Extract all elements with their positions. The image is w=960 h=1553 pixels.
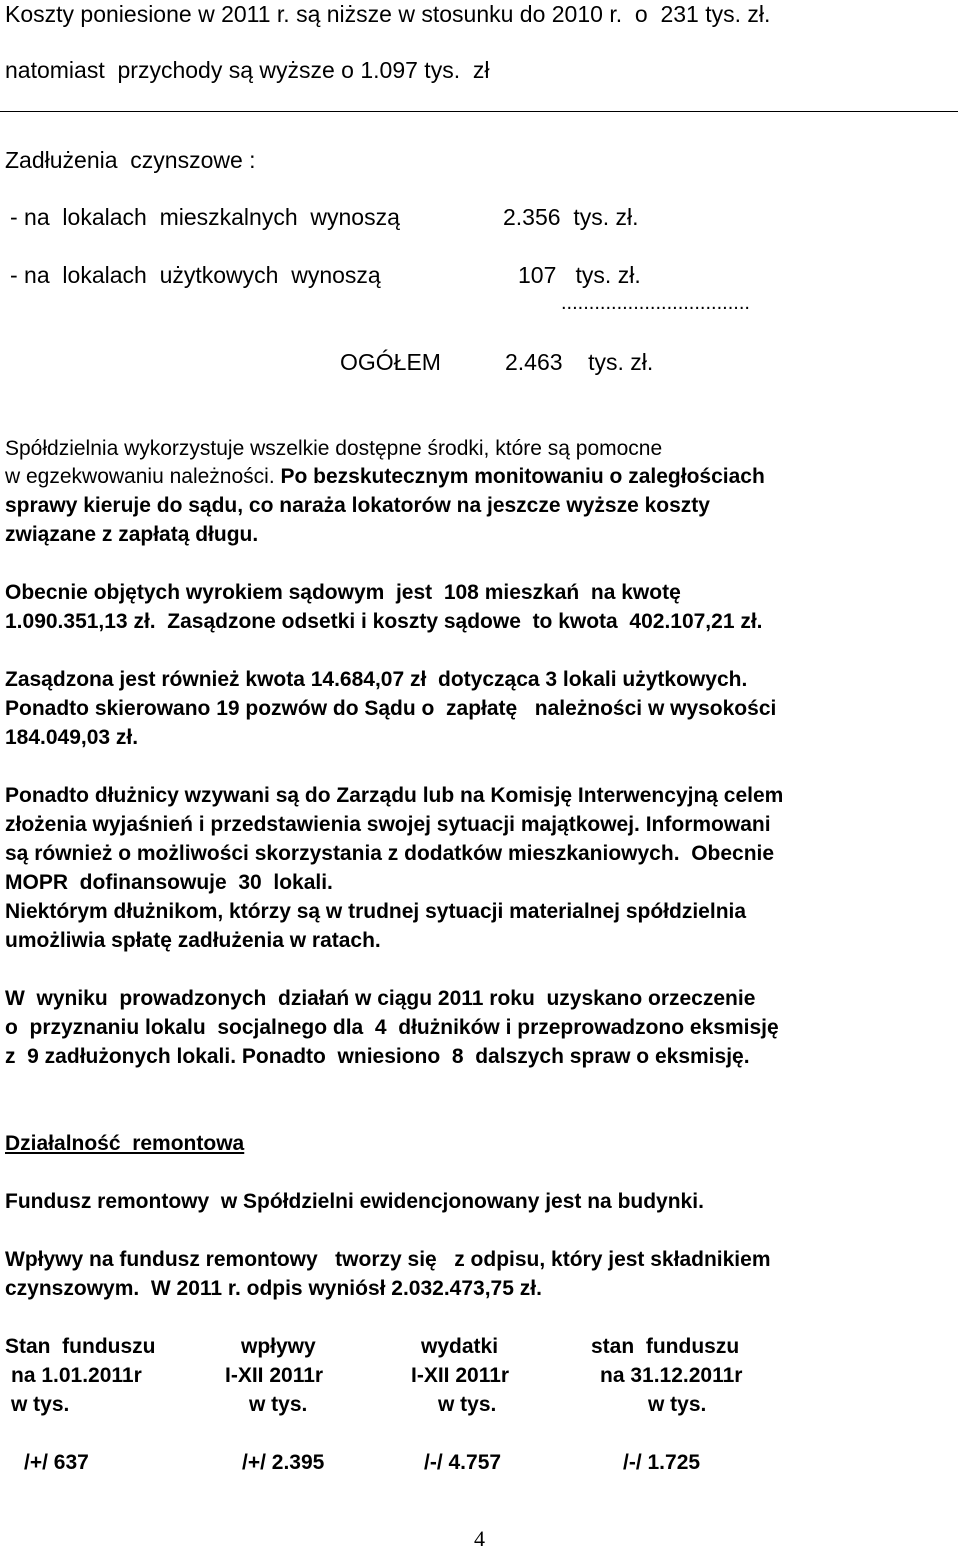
para1-line-3: sprawy kieruje do sądu, co naraża lokatorów na jeszcze wyższe koszty [5,494,710,517]
repairs-line-2a: Wpływy na fundusz remontowy tworzy się z odpisu, który jest składnikiem [5,1248,771,1271]
debt-total-value: 2.463 tys. zł. [505,349,654,375]
fund-col1-value: /+/ 637 [24,1451,89,1474]
para1-line-2 [5,462,765,491]
fund-col2-value: /+/ 2.395 [242,1451,325,1474]
fund-col3-value: /-/ 4.757 [424,1451,502,1474]
debt-total-label: OGÓŁEM [340,349,441,375]
fund-col1-header-2: na 1.01.2011r [11,1364,142,1387]
debt-residential-value: 2.356 tys. zł. [503,204,639,230]
fund-col3-header-2: I-XII 2011r [411,1364,510,1387]
debt-commercial-value: 107 tys. zł. [518,262,641,288]
para5-line-3: z 9 zadłużonych lokali. Ponadto wniesiono 8 dalszych spraw o eksmisję. [5,1045,750,1068]
fund-col2-header-2: I-XII 2011r [225,1364,324,1387]
horizontal-rule [0,111,958,112]
fund-col2-header-1: wpływy [241,1335,316,1358]
repairs-line-2b: czynszowym. W 2011 r. odpis wyniósł 2.032.473,75 zł. [5,1277,542,1300]
para4-line-5: Niektórym dłużnikom, którzy są w trudnej sytuacji materialnej spółdzielnia [5,900,747,923]
fund-col4-header-3: w tys. [648,1393,707,1416]
para3-line-3: 184.049,03 zł. [5,726,139,749]
fund-col4-header-1: stan funduszu [591,1335,740,1358]
fund-col3-header-3: w tys. [438,1393,497,1416]
para4-line-1: Ponadto dłużnicy wzywani są do Zarządu lub na Komisję Interwencyjną celem [5,784,784,807]
para2-line-2: 1.090.351,13 zł. Zasądzone odsetki i koszty sądowe to kwota 402.107,21 zł. [5,610,763,633]
fund-col4-value: /-/ 1.725 [623,1451,701,1474]
intro-line-2: natomiast przychody są wyższe o 1.097 tys. zł [5,57,490,83]
para3-line-1: Zasądzona jest również kwota 14.684,07 zł dotycząca 3 lokali użytkowych. [5,668,748,691]
page-number: 4 [474,1526,485,1551]
debt-commercial-label: - na lokalach użytkowych wynoszą [10,262,381,288]
para4-line-2: złożenia wyjaśnień i przedstawienia swojej sytuacji majątkowej. Informowani [5,813,771,836]
repairs-heading: Działalność remontowa [5,1132,245,1155]
para5-line-2: o przyznaniu lokalu socjalnego dla 4 dłużników i przeprowadzono eksmisję [5,1016,779,1039]
fund-col3-header-1: wydatki [421,1335,499,1358]
para1-bold-start: Po bezskutecznym monitowaniu o zaległościach [280,465,765,488]
para1-line-4: związane z zapłatą długu. [5,523,259,546]
para1-line-2-start: w egzekwowaniu należności. [5,465,275,488]
fund-col4-header-2: na 31.12.2011r [600,1364,743,1387]
debt-heading: Zadłużenia czynszowe : [5,147,256,173]
para2-line-1: Obecnie objętych wyrokiem sądowym jest 108 mieszkań na kwotę [5,581,681,604]
para1-line-1: Spółdzielnia wykorzystuje wszelkie dostępne środki, które są pomocne [5,437,663,460]
repairs-line-1: Fundusz remontowy w Spółdzielni ewidencjonowany jest na budynki. [5,1190,704,1213]
fund-col1-header-3: w tys. [11,1393,70,1416]
debt-residential-label: - na lokalach mieszkalnych wynoszą [10,204,400,230]
para4-line-3: są również o możliwości skorzystania z dodatków mieszkaniowych. Obecnie [5,842,775,865]
para3-line-2: Ponadto skierowano 19 pozwów do Sądu o zapłatę należności w wysokości [5,697,777,720]
fund-col1-header-1: Stan funduszu [5,1335,156,1358]
para5-line-1: W wyniku prowadzonych działań w ciągu 2011 roku uzyskano orzeczenie [5,987,756,1010]
para4-line-4: MOPR dofinansowuje 30 lokali. [5,871,333,894]
fund-col2-header-3: w tys. [249,1393,308,1416]
intro-line-1: Koszty poniesione w 2011 r. są niższe w stosunku do 2010 r. o 231 tys. zł. [5,1,771,27]
para4-line-6: umożliwia spłatę zadłużenia w ratach. [5,929,381,952]
debt-dots: .................................. [561,292,750,314]
